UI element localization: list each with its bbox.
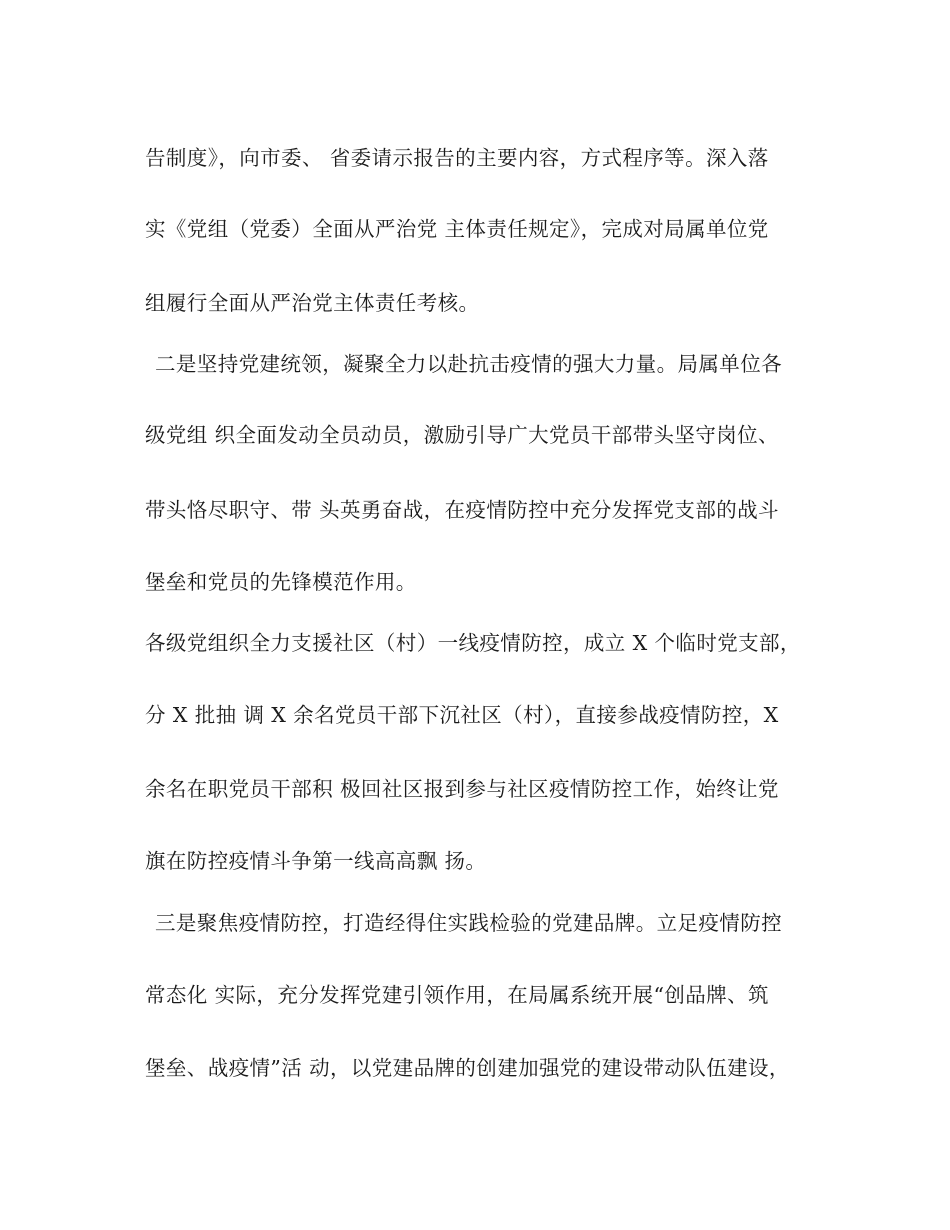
text-line-5: 级党组 织全面发动全员动员，激励引导广大党员干部带头坚守岗位、 [145, 423, 779, 447]
text-line-14: 堡垒、战疫情”活 动，以党建品牌的创建加强党的建设带动队伍建设， [145, 1056, 790, 1080]
text-line-6: 带头恪尽职守、带 头英勇奋战，在疫情防控中充分发挥党支部的战斗 [145, 498, 779, 522]
text-line-12: 三是聚焦疫情防控，打造经得住实践检验的党建品牌。立足疫情防控 [155, 911, 782, 935]
text-line-9: 分 X 批抽 调 X 余名党员干部下沉社区（村），直接参战疫情防控，X [145, 703, 779, 727]
text-line-4: 二是坚持党建统领，凝聚全力以赴抗击疫情的强大力量。局属单位各 [155, 352, 782, 376]
text-line-11: 旗在防控疫情斗争第一线高高飘 扬。 [145, 849, 487, 873]
text-line-13: 常态化 实际，充分发挥党建引领作用，在局属系统开展“创品牌、筑 [145, 983, 769, 1007]
text-line-10: 余名在职党员干部积 极回社区报到参与社区疫情防控工作，始终让党 [145, 777, 779, 801]
text-line-8: 各级党组织全力支援社区（村）一线疫情防控，成立 X 个临时党支部， [145, 631, 801, 655]
text-line-1: 告制度》，向市委、 省委请示报告的主要内容，方式程序等。深入落 [145, 146, 769, 170]
text-line-7: 堡垒和党员的先锋模范作用。 [145, 570, 417, 594]
text-line-2: 实《党组（党委）全面从严治党 主体责任规定》，完成对局属单位党 [145, 217, 769, 241]
text-line-3: 组履行全面从严治党主体责任考核。 [145, 291, 480, 315]
